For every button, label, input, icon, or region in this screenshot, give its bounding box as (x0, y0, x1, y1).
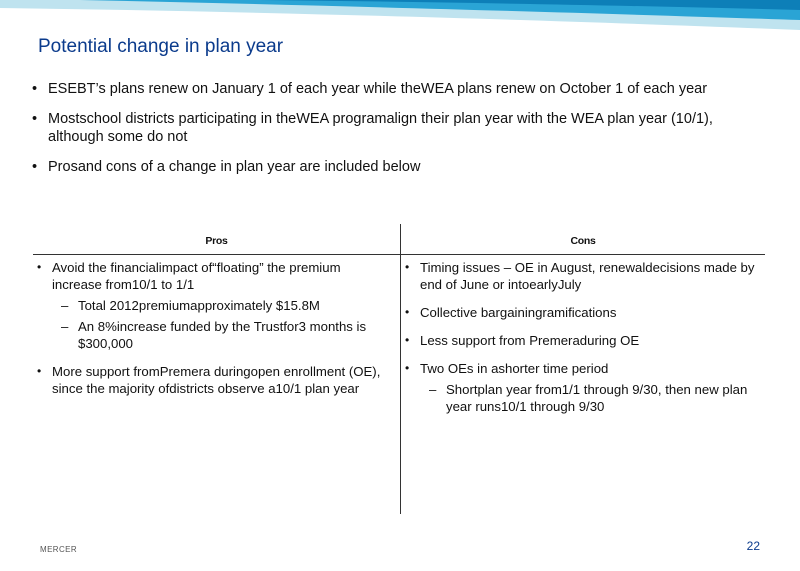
cons-sub-list (420, 381, 761, 415)
pros-item-text: Avoid the financialimpact of“floating” the premium increase from10/1 to 1/1 (52, 260, 341, 292)
header-rule (33, 254, 765, 255)
pros-item (37, 259, 393, 352)
cons-item-text: Two OEs in ashorter time period (420, 361, 609, 376)
cons-sub-item: – Shortplan year from1/1 through 9/30, then new plan year runs10/1 through 9/30 (420, 381, 761, 415)
page-title: Potential change in plan year (38, 36, 284, 57)
pros-sub-item: – Total 2012premiumapproximately $15.8M (52, 297, 393, 314)
cons-item (405, 360, 761, 415)
cons-item-text: Timing issues – OE in August, renewaldecisions made by end of June or intoearlyJuly (420, 260, 755, 292)
cons-item (405, 332, 761, 349)
header-wave-band (0, 0, 800, 36)
cons-item (405, 259, 761, 293)
intro-bullet: • Prosand cons of a change in plan year are included below (30, 158, 750, 176)
cons-item (405, 304, 761, 321)
cons-item-text: Collective bargainingramifications (420, 305, 617, 320)
cons-item-text: Less support from Premeraduring OE (420, 333, 640, 348)
pros-cons-table (33, 224, 765, 516)
page-number: 22 (746, 539, 760, 553)
pros-list (37, 259, 393, 408)
cons-header: Cons (570, 235, 596, 247)
pros-sub-list (52, 297, 393, 352)
cons-list (405, 259, 761, 426)
pros-item (37, 363, 393, 397)
footer-brand-logo: MERCER (40, 545, 78, 554)
intro-bullet: • ESEBT’s plans renew on January 1 of each year while theWEA plans renew on October 1 of each year (30, 80, 750, 98)
pros-sub-item: – An 8%increase funded by the Trustfor3 months is $300,000 (52, 318, 393, 352)
pros-item-text: More support fromPremera duringopen enrollment (OE), since the majority ofdistricts observe a10/1 plan year (52, 364, 381, 396)
intro-bullet-list (30, 80, 750, 188)
pros-header: Pros (205, 235, 228, 247)
column-divider (400, 224, 401, 514)
intro-bullet: • Mostschool districts participating in theWEA programalign their plan year with the WEA plan year (10/1), although some do not (30, 110, 750, 146)
